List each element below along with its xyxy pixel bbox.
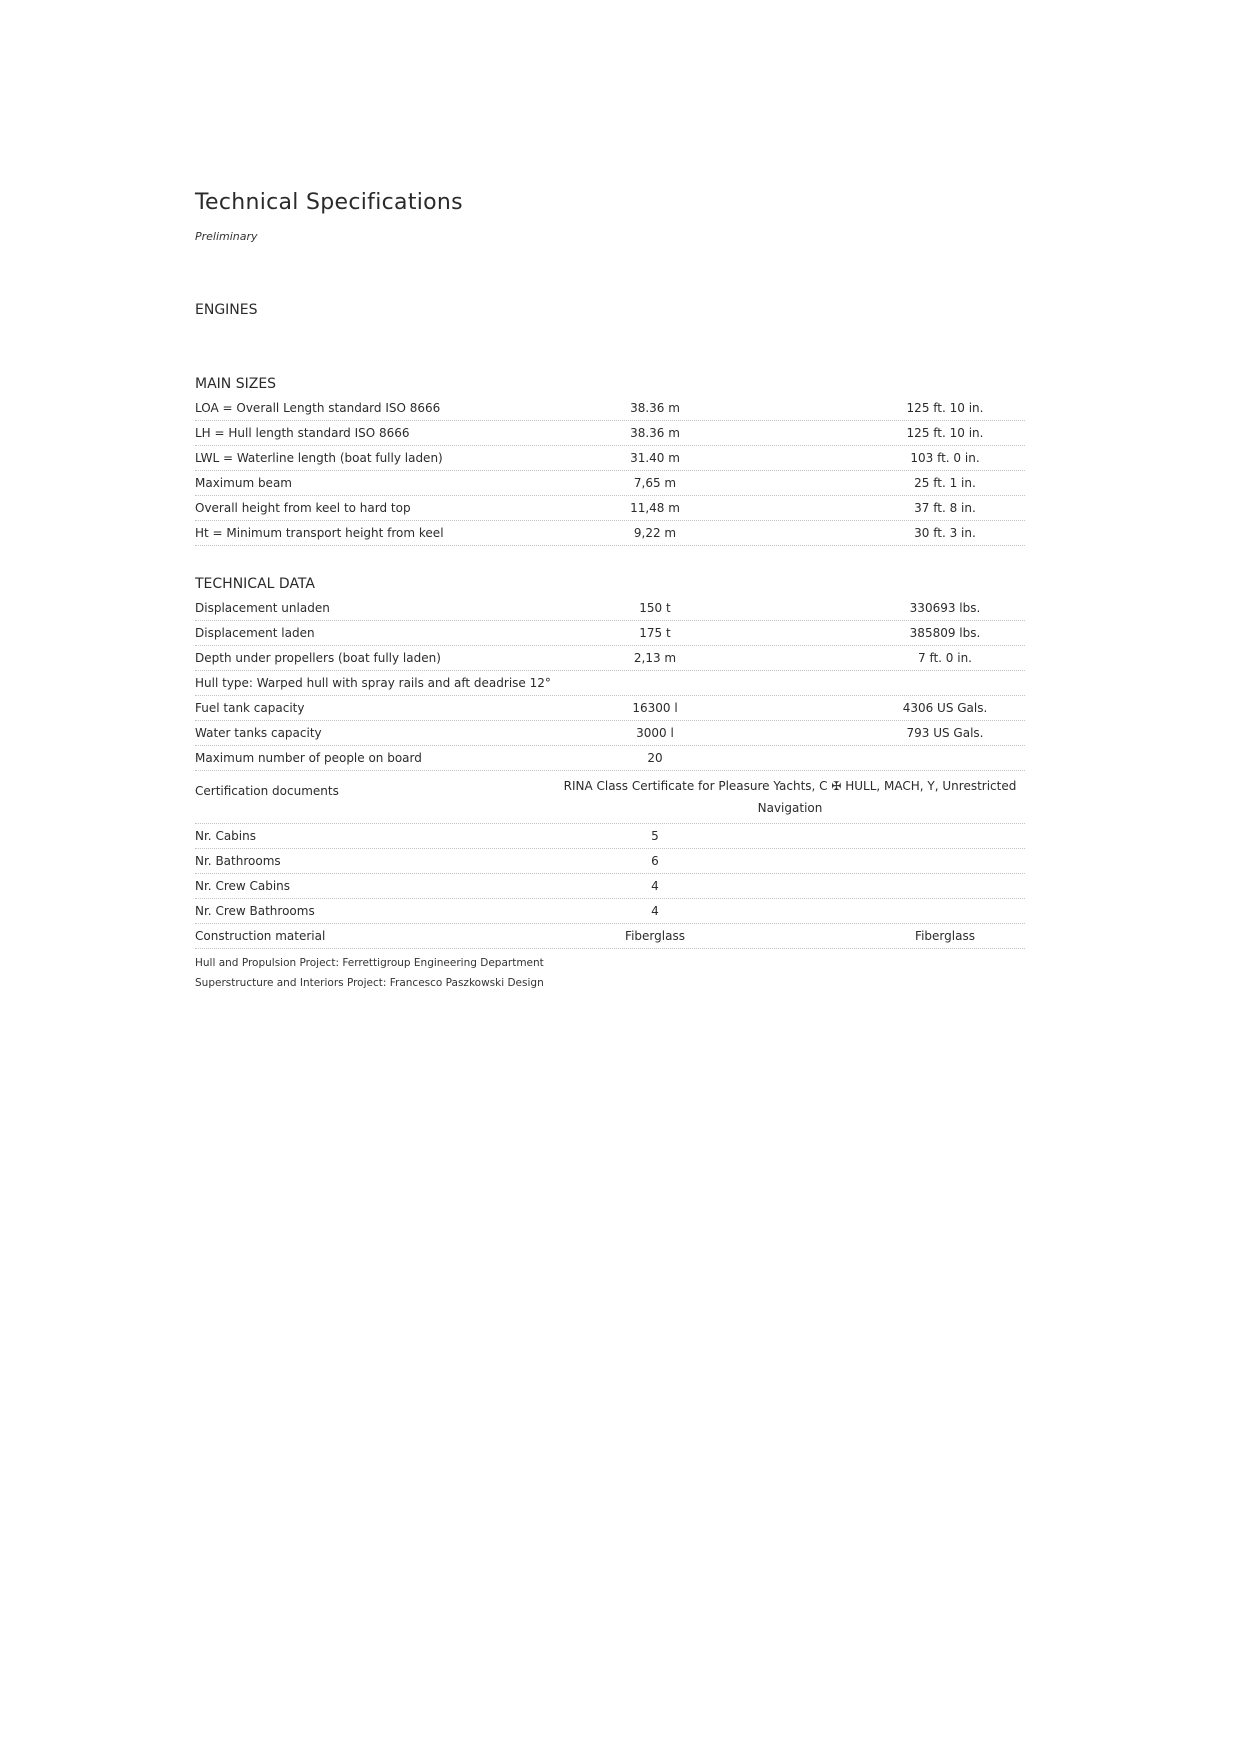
spec-imperial-value: 25 ft. 1 in. xyxy=(914,476,976,490)
spec-imperial-value: 4306 US Gals. xyxy=(902,701,988,715)
spec-label: LWL = Waterline length (boat fully laden) xyxy=(195,451,443,465)
spec-label: Displacement unladen xyxy=(195,601,330,615)
spec-label: Maximum beam xyxy=(195,476,292,490)
spec-row xyxy=(195,721,1025,746)
spec-metric-value: 38.36 m xyxy=(630,426,680,440)
spec-row xyxy=(195,521,1025,546)
spec-metric-value: 3000 l xyxy=(636,726,674,740)
spec-label: Displacement laden xyxy=(195,626,315,640)
spec-imperial-value: 793 US Gals. xyxy=(906,726,984,740)
spec-imperial-value: 103 ft. 0 in. xyxy=(910,451,980,465)
spec-row xyxy=(195,849,1025,874)
spec-row-certification xyxy=(195,771,1025,824)
spec-row xyxy=(195,696,1025,721)
spec-label: Nr. Bathrooms xyxy=(195,854,281,868)
technical-data-table xyxy=(195,596,1025,949)
spec-metric-value: 5 xyxy=(651,829,659,843)
spec-row xyxy=(195,746,1025,771)
spec-metric-value: 4 xyxy=(651,904,659,918)
spec-label: Nr. Cabins xyxy=(195,829,256,843)
credit-hull-project: Hull and Propulsion Project: Ferrettigroup Engineering Department xyxy=(195,957,544,969)
spec-imperial-value: 7 ft. 0 in. xyxy=(918,651,972,665)
spec-imperial-value: 125 ft. 10 in. xyxy=(906,426,984,440)
spec-metric-value: 20 xyxy=(647,751,663,765)
spec-label: Construction material xyxy=(195,929,326,943)
spec-metric-value: 31.40 m xyxy=(630,451,680,465)
spec-label: LOA = Overall Length standard ISO 8666 xyxy=(195,401,441,415)
section-title-engines: ENGINES xyxy=(195,302,258,318)
spec-label: Water tanks capacity xyxy=(195,726,322,740)
spec-row xyxy=(195,671,1025,696)
credits xyxy=(195,953,544,993)
spec-label: Ht = Minimum transport height from keel xyxy=(195,526,444,540)
spec-imperial-value: 37 ft. 8 in. xyxy=(914,501,976,515)
spec-metric-value: 175 t xyxy=(639,626,671,640)
spec-metric-value: 7,65 m xyxy=(633,476,677,490)
spec-label: Maximum number of people on board xyxy=(195,751,422,765)
spec-metric-value: 11,48 m xyxy=(630,501,680,515)
spec-row xyxy=(195,596,1025,621)
spec-metric-value: 9,22 m xyxy=(633,526,677,540)
spec-label: Fuel tank capacity xyxy=(195,701,305,715)
spec-imperial-value: Fiberglass xyxy=(915,929,975,943)
spec-label: Overall height from keel to hard top xyxy=(195,501,411,515)
spec-row xyxy=(195,496,1025,521)
spec-row xyxy=(195,874,1025,899)
section-title-main-sizes: MAIN SIZES xyxy=(195,376,277,392)
spec-label: Depth under propellers (boat fully laden) xyxy=(195,651,441,665)
credit-interior-project: Superstructure and Interiors Project: Francesco Paszkowski Design xyxy=(195,977,544,989)
spec-metric-value: 2,13 m xyxy=(633,651,677,665)
spec-row xyxy=(195,899,1025,924)
spec-row xyxy=(195,646,1025,671)
main-sizes-table xyxy=(195,396,1025,546)
spec-metric-value: 16300 l xyxy=(632,701,678,715)
spec-row xyxy=(195,471,1025,496)
spec-imperial-value: 125 ft. 10 in. xyxy=(906,401,984,415)
spec-metric-value: 6 xyxy=(651,854,659,868)
spec-metric-value: 4 xyxy=(651,879,659,893)
page-subtitle: Preliminary xyxy=(195,230,258,243)
certification-value: RINA Class Certificate for Pleasure Yachts, C ✠ HULL, MACH, Y, Unrestricted Navigation xyxy=(563,779,1017,815)
spec-row xyxy=(195,446,1025,471)
spec-row xyxy=(195,824,1025,849)
spec-label: Hull type: Warped hull with spray rails and aft deadrise 12° xyxy=(195,676,551,690)
spec-imperial-value: 30 ft. 3 in. xyxy=(914,526,976,540)
spec-row xyxy=(195,621,1025,646)
spec-label: Certification documents xyxy=(195,784,339,798)
spec-imperial-value: 385809 lbs. xyxy=(909,626,981,640)
spec-metric-value: 150 t xyxy=(639,601,671,615)
spec-metric-value: 38.36 m xyxy=(630,401,680,415)
spec-row xyxy=(195,421,1025,446)
spec-label: Nr. Crew Cabins xyxy=(195,879,291,893)
spec-metric-value: Fiberglass xyxy=(625,929,685,943)
spec-row xyxy=(195,924,1025,949)
spec-label: LH = Hull length standard ISO 8666 xyxy=(195,426,410,440)
page-title: Technical Specifications xyxy=(195,190,463,215)
spec-imperial-value: 330693 lbs. xyxy=(909,601,981,615)
spec-row xyxy=(195,396,1025,421)
section-title-technical-data: TECHNICAL DATA xyxy=(195,576,315,592)
spec-label: Nr. Crew Bathrooms xyxy=(195,904,315,918)
